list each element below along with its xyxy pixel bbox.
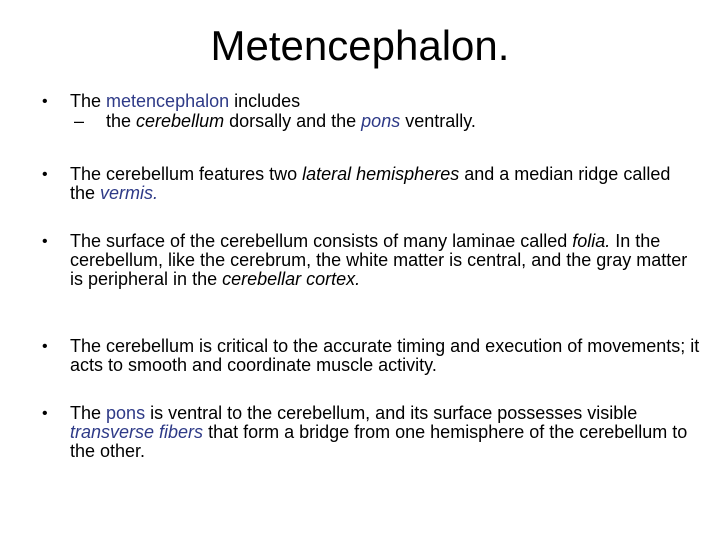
bullet-text: includes (229, 91, 301, 111)
slide-title: Metencephalon. (210, 22, 510, 69)
bullet-hemispheres (42, 164, 700, 203)
term-cerebellar-cortex: cerebellar cortex. (222, 269, 361, 289)
bullet-dot-icon: • (42, 233, 48, 250)
term-folia: folia. (572, 231, 611, 251)
bullet-dot-icon: • (42, 166, 48, 183)
term-pons: pons (361, 111, 401, 131)
term-cerebellum: cerebellum (136, 111, 225, 131)
bullet-text: The cerebellum is critical to the accurate timing and execution of movements; it acts to smooth and coordinate muscle activity. (70, 336, 700, 375)
bullet-text: dorsally and the (224, 111, 362, 131)
bullet-text: is ventral to the cerebellum, and its surface possesses visible (145, 403, 638, 423)
term-transverse-fibers: transverse fibers (70, 422, 204, 442)
bullet-text: The cerebellum features two (70, 164, 303, 184)
bullet-text: and a median ridge called the (70, 164, 671, 203)
sub-bullet-cerebellum-pons (74, 112, 700, 131)
bullet-dot-icon: • (42, 338, 48, 355)
bullet-pons (42, 403, 700, 461)
bullet-text: In the cerebellum, like the cerebrum, the white matter is central, and the gray matter is peripheral in the (70, 231, 688, 289)
bullet-dot-icon: • (42, 405, 48, 422)
bullet-dot-icon: • (42, 93, 48, 110)
bullet-text: the (106, 111, 137, 131)
term-pons: pons (106, 403, 146, 423)
bullet-text: The (70, 91, 107, 111)
bullet-metencephalon (42, 91, 700, 131)
bullet-function (42, 336, 700, 375)
term-vermis: vermis. (100, 183, 159, 203)
bullet-text: The surface of the cerebellum consists of many laminae called (70, 231, 573, 251)
bullet-text: ventrally. (400, 111, 476, 131)
sub-bullet-dash-icon: – (74, 111, 85, 131)
term-metencephalon: metencephalon (106, 91, 230, 111)
bullet-text: that form a bridge from one hemisphere of the cerebellum to the other. (70, 422, 688, 461)
bullet-folia (42, 231, 700, 289)
bullet-text: The (70, 403, 107, 423)
term-lateral-hemispheres: lateral hemispheres (302, 164, 460, 184)
